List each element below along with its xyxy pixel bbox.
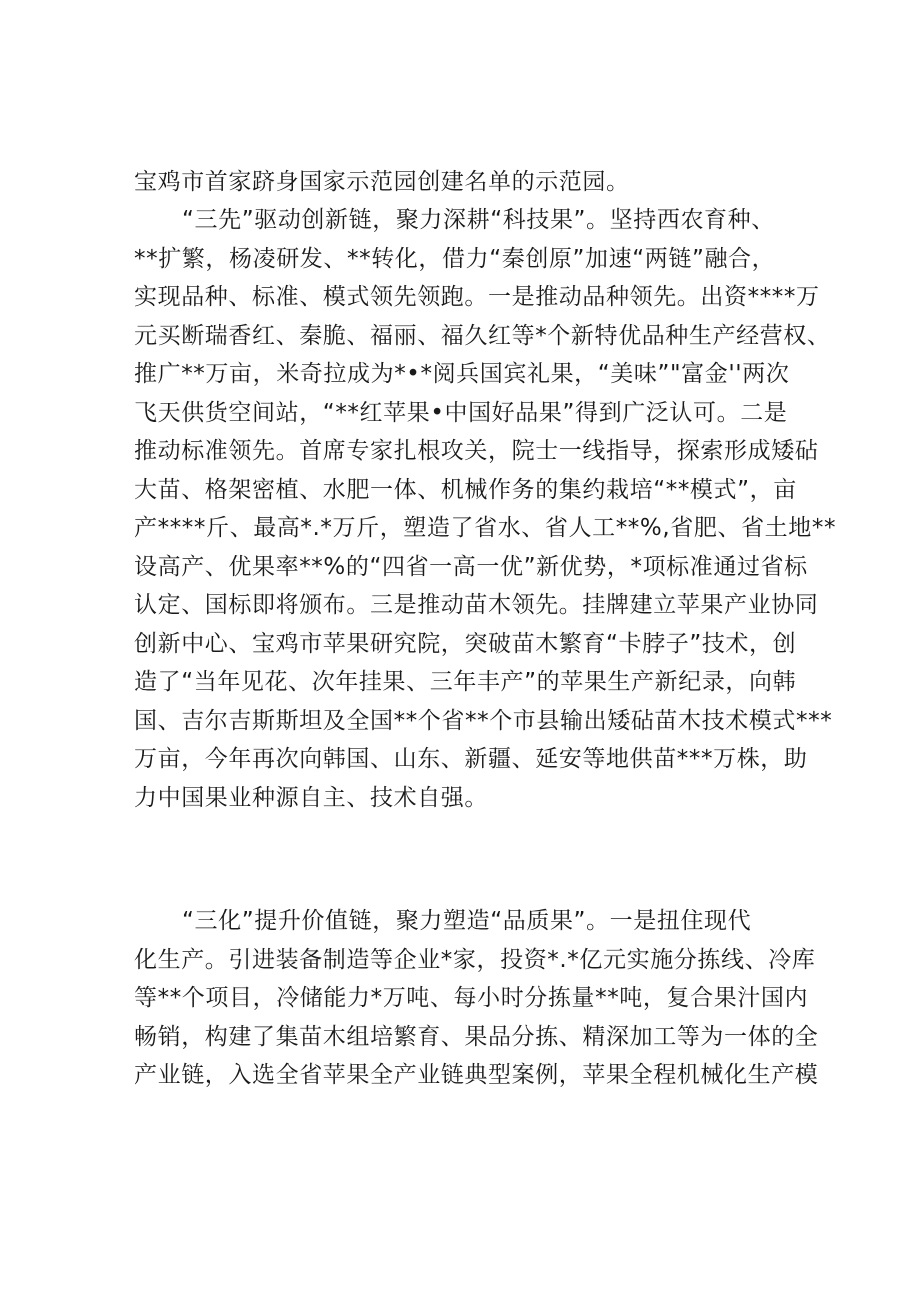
paragraph-line: 推广**万亩，米奇拉成为*•*阅兵国宾礼果，“美味”"富金''两次	[134, 361, 790, 387]
paragraph-line: 产业链，入选全省苹果全产业链典型案例，苹果全程机械化生产模	[134, 1062, 819, 1088]
paragraph-3	[134, 902, 819, 1095]
paragraph-line: 等**个项目，冷储能力*万吨、每小时分拣量**吨，复合果汁国内	[134, 985, 809, 1011]
paragraph-2	[134, 201, 837, 817]
paragraph-line: 认定、国标即将颁布。三是推动苗木领先。挂牌建立苹果产业协同	[134, 592, 819, 618]
paragraph-line: 国、吉尔吉斯斯坦及全国**个省**个市县输出矮砧苗木技术模式***	[134, 707, 833, 734]
paragraph-line: 宝鸡市首家跻身国家示范园创建名单的示范园。	[134, 169, 630, 195]
paragraph-1	[134, 163, 812, 202]
paragraph-line: 化生产。引进装备制造等企业*家，投资*.*亿元实施分拣线、冷库	[134, 946, 816, 973]
paragraph-line: 推动标准领先。首席专家扎根攻关，院士一线指导，探索形成矮砧	[134, 438, 819, 464]
paragraph-line: 产****斤、最高*.*万斤，塑造了省水、省人工**%,省肥、省土地**	[134, 515, 837, 541]
paragraph-line: 万亩，今年再次向韩国、山东、新疆、延安等地供苗***万株，助	[134, 746, 808, 772]
paragraph-line: 大苗、格架密植、水肥一体、机械作务的集约栽培“**模式”，亩	[134, 476, 797, 503]
paragraph-line: 设高产、优果率**%的“四省一高一优”新优势，*项标准通过省标	[134, 553, 808, 580]
paragraph-line: 力中国果业种源自主、技术自强。	[134, 784, 488, 811]
paragraph-line: 元买断瑞香红、秦脆、福丽、福久红等*个新特优品种生产经营权、	[134, 322, 831, 349]
paragraph-line: 实现品种、标准、模式领先领跑。一是推动品种领先。出资****万	[134, 284, 820, 310]
paragraph-line: 畅销，构建了集苗木组培繁育、果品分拣、精深加工等为一体的全	[134, 1023, 819, 1050]
paragraph-line: 创新中心、宝鸡市苹果研究院，突破苗木繁育“卡脖子”技术，创	[134, 630, 797, 657]
paragraph-line: **扩繁，杨凌研发、**转化，借力“秦创原”加速“两链”融合，	[134, 245, 776, 272]
paragraph-line: “三化”提升价值链，聚力塑造“品质果”。一是扭住现代	[182, 908, 752, 934]
paragraph-line: 飞天供货空间站，“**红苹果•中国好品果”得到广泛认可。二是	[134, 399, 788, 426]
paragraph-line: 造了“当年见花、次年挂果、三年丰产”的苹果生产新纪录，向韩	[134, 669, 797, 695]
paragraph-line: “三先”驱动创新链，聚力深耕“科技果”。坚持西农育种、	[182, 207, 775, 233]
